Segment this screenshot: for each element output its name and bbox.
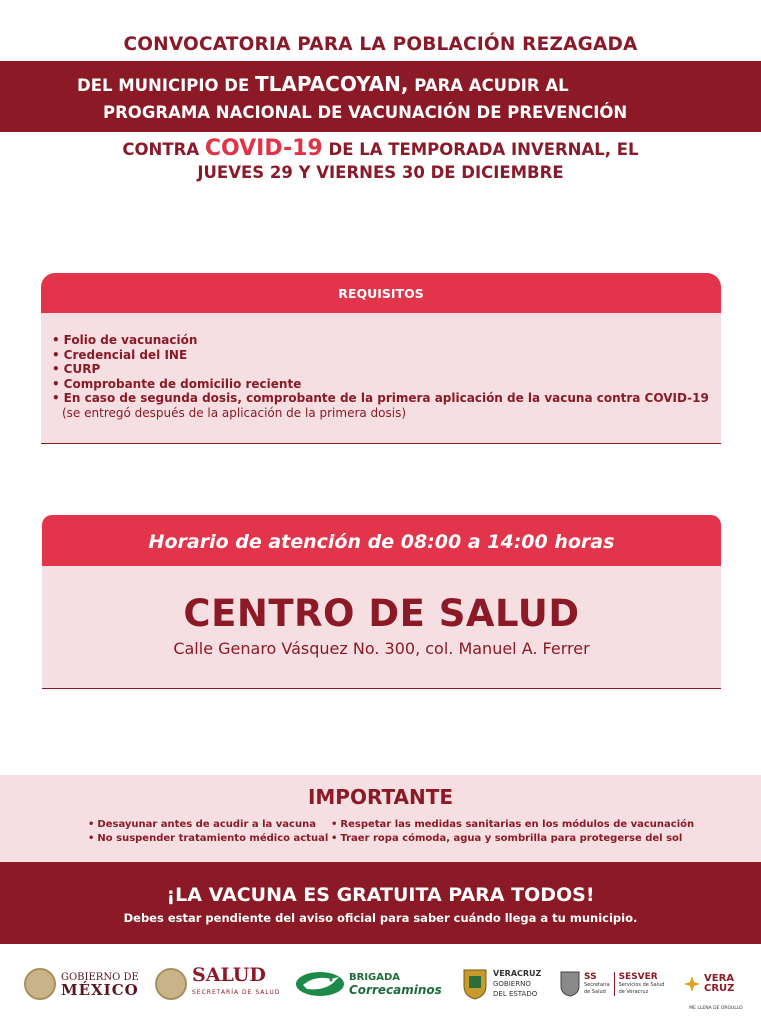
important-list-right: [331, 818, 694, 846]
veracruz-estado-label: DEL ESTADO: [493, 990, 538, 998]
sesver-sub-label-2: de Veracruz: [618, 989, 649, 995]
requirements-header: REQUISITOS: [41, 273, 721, 313]
requirement-item: • CURP: [52, 362, 721, 377]
correcaminos-label: Correcaminos: [349, 983, 442, 997]
title-line-4: [0, 136, 761, 161]
ss-label: SS: [584, 972, 597, 982]
title-line-2-post: PARA ACUDIR AL: [414, 76, 569, 95]
important-item: • No suspender tratamiento médico actual: [88, 832, 328, 846]
ss-sub-label-2: de Salud: [584, 989, 606, 995]
veracruz-star-icon: [683, 975, 701, 993]
brigada-text: [349, 971, 442, 997]
ss-sub-label-1: Secretaría: [584, 982, 610, 988]
location-name: CENTRO DE SALUD: [183, 592, 580, 635]
title-line-1: CONVOCATORIA PARA LA POBLACIÓN REZAGADA: [123, 34, 638, 55]
ss-sesver-logo: [560, 965, 664, 1003]
requirement-item: • En caso de segunda dosis, comprobante de la primera aplicación de la vacuna contra COVID-19: [52, 391, 721, 406]
requirements-note: (se entregó después de la aplicación de la primera dosis): [62, 405, 407, 420]
free-vaccine-band: [0, 862, 761, 944]
schedule-header: Horario de atención de 08:00 a 14:00 horas: [42, 515, 721, 566]
salud-logo: [155, 965, 280, 1003]
brigada-correcaminos-logo: [295, 965, 442, 1003]
gobierno-mexico-logo: [24, 965, 139, 1003]
ss-shield-icon: [560, 971, 580, 997]
sesver-label: SESVER: [618, 972, 658, 982]
cruz-label: CRUZ: [704, 983, 735, 994]
important-item: • Traer ropa cómoda, agua y sombrilla para protegerse del sol: [331, 832, 694, 846]
veracruz-gobierno-logo: [462, 965, 541, 1003]
title-line-4-pre: CONTRA: [122, 140, 200, 159]
important-item: • Respetar las medidas sanitarias en los módulos de vacunación: [331, 818, 694, 832]
salud-text: [192, 964, 281, 1000]
salud-label: SALUD: [192, 964, 266, 986]
salud-sub-label: SECRETARÍA DE SALUD: [192, 989, 281, 996]
requirements-box: [41, 313, 721, 444]
title-line-2-pre: DEL MUNICIPIO DE: [77, 76, 250, 95]
veracruz-label: VERACRUZ: [493, 969, 542, 978]
brigada-label: BRIGADA: [349, 972, 401, 983]
title-line-3: PROGRAMA NACIONAL DE VACUNACIÓN DE PREVENCIÓN: [103, 103, 628, 122]
veracruz-tagline: ME LLENA DE ORGULLO: [689, 1006, 743, 1011]
important-item: • Desayunar antes de acudir a la vacuna: [88, 818, 328, 832]
salud-eagle-icon: [155, 968, 187, 1000]
location-box: [42, 566, 721, 689]
title-line-5: JUEVES 29 Y VIERNES 30 DE DICIEMBRE: [197, 163, 564, 182]
important-list-left: [88, 818, 328, 846]
veracruz-gobierno-label: GOBIERNO: [493, 980, 531, 988]
free-vaccine-title: ¡LA VACUNA ES GRATUITA PARA TODOS!: [166, 884, 595, 906]
gobierno-mexico-text: [61, 971, 139, 997]
veracruz-shield-icon: [462, 968, 488, 1000]
free-vaccine-subtitle: Debes estar pendiente del aviso oficial para saber cuándo llega a tu municipio.: [123, 911, 638, 925]
requirement-item: • Credencial del INE: [52, 348, 721, 363]
sesver-sub-label-1: Servicios de Salud: [618, 982, 665, 988]
covid-label: COVID-19: [204, 136, 323, 161]
location-address: Calle Genaro Vásquez No. 300, col. Manuel A. Ferrer: [173, 639, 590, 658]
veracruz-orgullo-logo: [683, 963, 734, 1005]
ss-text: [584, 972, 615, 996]
veracruz-text: [493, 969, 541, 999]
vera-label: VERA: [704, 973, 735, 984]
title-line-2: [77, 72, 569, 96]
mexico-eagle-icon: [24, 968, 56, 1000]
roadrunner-icon: [295, 969, 345, 999]
requirement-item: • Comprobante de domicilio reciente: [52, 377, 721, 392]
sesver-text: [619, 972, 665, 996]
municipality-name: TLAPACOYAN,: [254, 72, 409, 96]
mexico-label: MÉXICO: [61, 981, 139, 999]
requirement-item: • Folio de vacunación: [52, 333, 721, 348]
veracruz-orgullo-text: [704, 974, 734, 994]
important-box: [0, 775, 761, 863]
gobierno-label: GOBIERNO DE: [61, 972, 139, 983]
requirements-list: [52, 333, 721, 406]
title-line-4-post: DE LA TEMPORADA INVERNAL, EL: [328, 140, 639, 159]
important-title: IMPORTANTE: [307, 785, 454, 809]
